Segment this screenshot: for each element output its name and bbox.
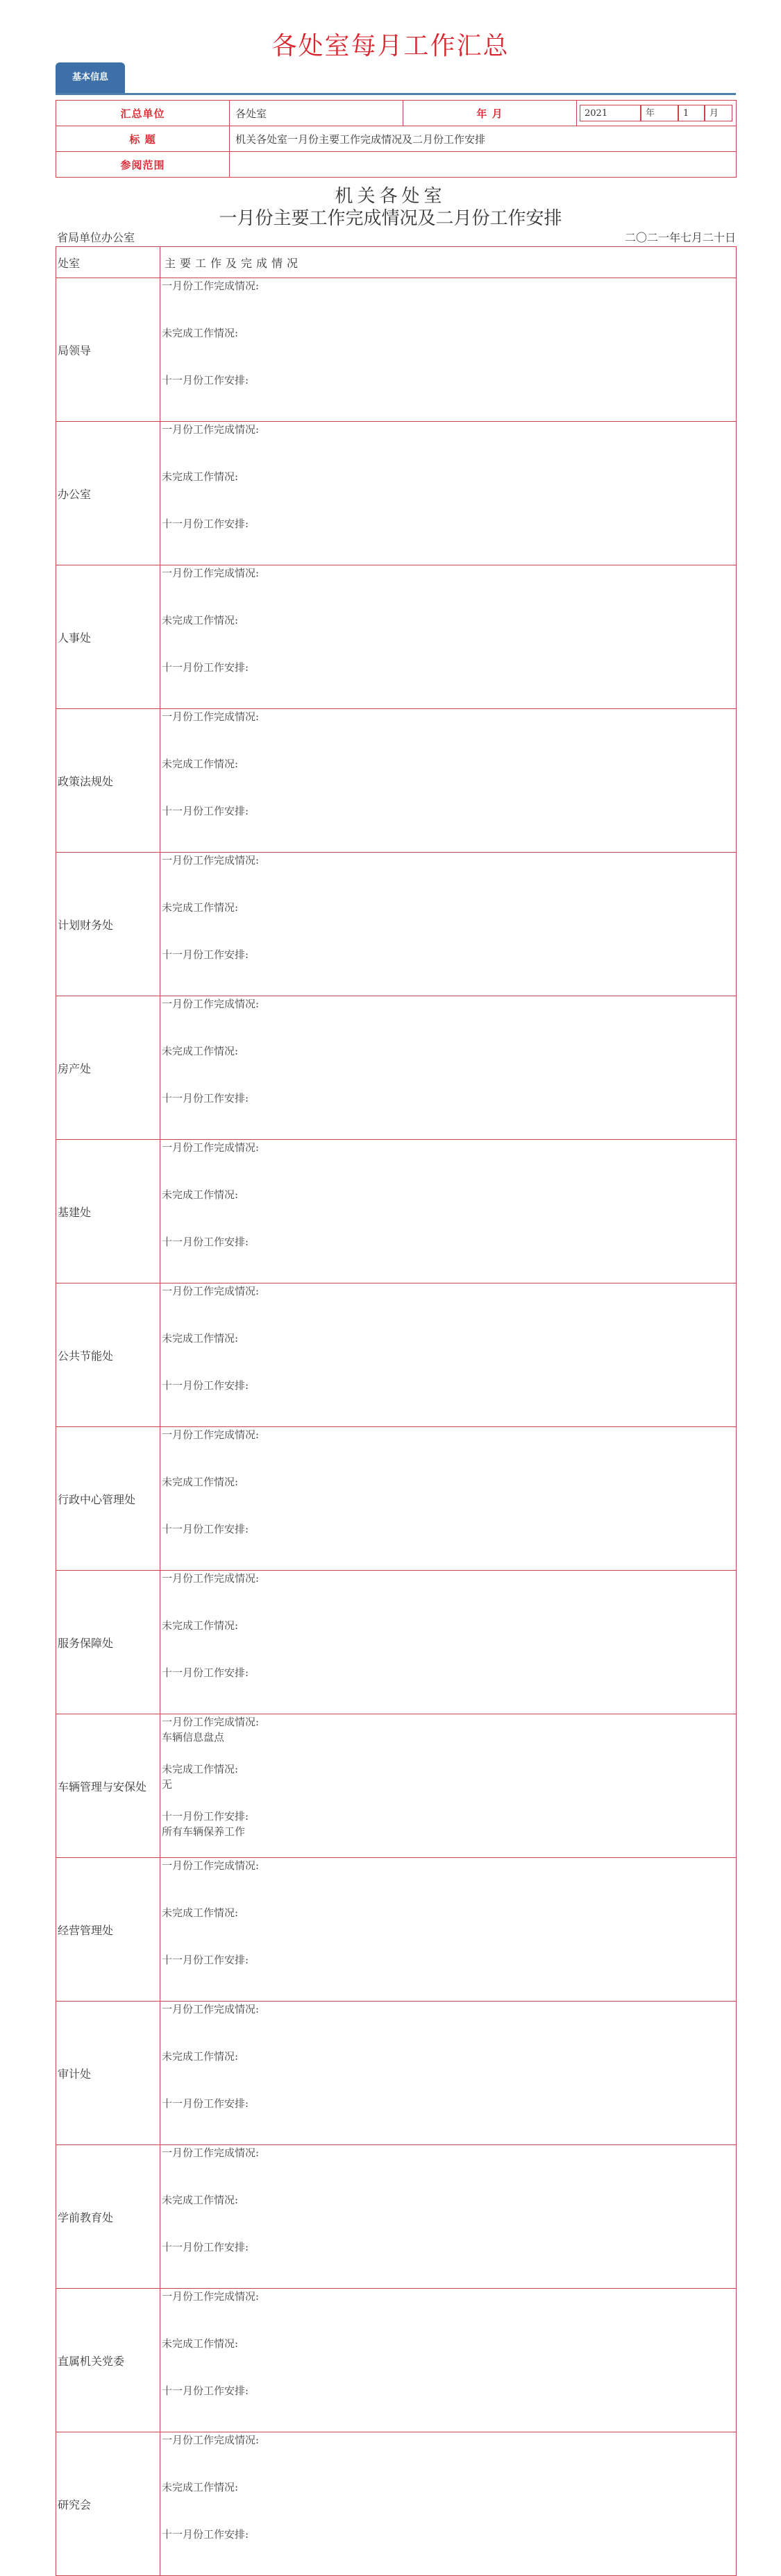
undone-label: 未完成工作情况: bbox=[162, 901, 239, 914]
year-month-label: 年 月 bbox=[403, 101, 577, 126]
done-label: 一月份工作完成情况: bbox=[162, 1141, 260, 1154]
work-cell[interactable] bbox=[160, 565, 737, 709]
dept-name: 行政中心管理处 bbox=[56, 1427, 160, 1571]
undone-label: 未完成工作情况: bbox=[162, 2481, 239, 2493]
scope-value[interactable] bbox=[230, 152, 737, 178]
table-row bbox=[56, 565, 737, 709]
work-cell[interactable] bbox=[160, 1714, 737, 1858]
dept-name: 经营管理处 bbox=[56, 1858, 160, 2002]
dept-name: 直属机关党委 bbox=[56, 2289, 160, 2432]
plan-label: 十一月份工作安排: bbox=[162, 2097, 249, 2110]
work-cell[interactable] bbox=[160, 1140, 737, 1283]
done-label: 一月份工作完成情况: bbox=[162, 280, 260, 292]
done-label: 一月份工作完成情况: bbox=[162, 1859, 260, 1872]
work-cell[interactable] bbox=[160, 996, 737, 1140]
done-label: 一月份工作完成情况: bbox=[162, 998, 260, 1010]
dept-name: 研究会 bbox=[56, 2432, 160, 2576]
work-cell[interactable] bbox=[160, 2145, 737, 2289]
plan-label: 十一月份工作安排: bbox=[162, 1236, 249, 1248]
work-cell[interactable] bbox=[160, 2002, 737, 2145]
table-row bbox=[56, 2002, 737, 2145]
done-label: 一月份工作完成情况: bbox=[162, 1428, 260, 1441]
unit-label: 汇总单位 bbox=[56, 101, 230, 126]
table-row bbox=[56, 2432, 737, 2576]
plan-label: 十一月份工作安排: bbox=[162, 1379, 249, 1392]
undone-value[interactable]: 无 bbox=[162, 1778, 173, 1791]
info-table bbox=[56, 100, 737, 178]
work-cell[interactable] bbox=[160, 2432, 737, 2576]
dept-name: 学前教育处 bbox=[56, 2145, 160, 2289]
undone-label: 未完成工作情况: bbox=[162, 2194, 239, 2206]
undone-label: 未完成工作情况: bbox=[162, 327, 239, 339]
dept-name: 房产处 bbox=[56, 996, 160, 1140]
dept-name: 基建处 bbox=[56, 1140, 160, 1283]
plan-label: 十一月份工作安排: bbox=[162, 1523, 249, 1535]
year-unit: 年 bbox=[641, 105, 678, 121]
col-header-work: 主要工作及完成情况 bbox=[160, 247, 737, 278]
scope-label: 参阅范围 bbox=[56, 152, 230, 178]
dept-name: 办公室 bbox=[56, 422, 160, 565]
work-cell[interactable] bbox=[160, 422, 737, 565]
undone-label: 未完成工作情况: bbox=[162, 758, 239, 770]
year-input[interactable]: 2021 bbox=[580, 105, 641, 121]
work-summary-table bbox=[56, 246, 737, 2576]
table-row bbox=[56, 853, 737, 996]
done-label: 一月份工作完成情况: bbox=[162, 423, 260, 436]
undone-label: 未完成工作情况: bbox=[162, 1476, 239, 1488]
unit-value[interactable]: 各处室 bbox=[230, 101, 403, 126]
month-unit: 月 bbox=[705, 105, 732, 121]
col-header-dept: 处室 bbox=[56, 247, 160, 278]
work-cell[interactable] bbox=[160, 1427, 737, 1571]
table-row bbox=[56, 1858, 737, 2002]
undone-label: 未完成工作情况: bbox=[162, 2337, 239, 2350]
dept-name: 公共节能处 bbox=[56, 1283, 160, 1427]
dept-name: 车辆管理与安保处 bbox=[56, 1714, 160, 1858]
plan-label: 十一月份工作安排: bbox=[162, 1092, 249, 1104]
issuing-dept: 省局单位办公室 bbox=[57, 231, 135, 244]
table-row bbox=[56, 1427, 737, 1571]
done-label: 一月份工作完成情况: bbox=[162, 567, 260, 579]
work-cell[interactable] bbox=[160, 709, 737, 853]
undone-label: 未完成工作情况: bbox=[162, 614, 239, 626]
plan-label: 十一月份工作安排: bbox=[162, 805, 249, 817]
done-label: 一月份工作完成情况: bbox=[162, 2290, 260, 2303]
table-row bbox=[56, 278, 737, 422]
year-month-field bbox=[577, 101, 737, 126]
work-cell[interactable] bbox=[160, 2289, 737, 2432]
plan-label: 十一月份工作安排: bbox=[162, 2528, 249, 2541]
done-label: 一月份工作完成情况: bbox=[162, 1716, 260, 1728]
issue-date: 二〇二一年七月二十日 bbox=[624, 231, 736, 244]
doc-subheading: 一月份主要工作完成情况及二月份工作安排 bbox=[219, 208, 562, 229]
dept-name: 计划财务处 bbox=[56, 853, 160, 996]
table-row bbox=[56, 2289, 737, 2432]
title-value[interactable]: 机关各处室一月份主要工作完成情况及二月份工作安排 bbox=[230, 126, 737, 152]
plan-label: 十一月份工作安排: bbox=[162, 1954, 249, 1966]
dept-name: 服务保障处 bbox=[56, 1571, 160, 1714]
done-label: 一月份工作完成情况: bbox=[162, 2147, 260, 2159]
dept-name: 政策法规处 bbox=[56, 709, 160, 853]
undone-label: 未完成工作情况: bbox=[162, 470, 239, 483]
work-cell[interactable] bbox=[160, 853, 737, 996]
undone-label: 未完成工作情况: bbox=[162, 1045, 239, 1057]
table-row bbox=[56, 709, 737, 853]
plan-label: 十一月份工作安排: bbox=[162, 2385, 249, 2397]
table-row bbox=[56, 2145, 737, 2289]
done-label: 一月份工作完成情况: bbox=[162, 710, 260, 723]
undone-label: 未完成工作情况: bbox=[162, 1907, 239, 1919]
plan-label: 十一月份工作安排: bbox=[162, 374, 249, 386]
plan-label: 十一月份工作安排: bbox=[162, 1810, 249, 1823]
table-row bbox=[56, 996, 737, 1140]
title-label: 标 题 bbox=[56, 126, 230, 152]
plan-value[interactable]: 所有车辆保养工作 bbox=[162, 1825, 246, 1838]
dept-name: 审计处 bbox=[56, 2002, 160, 2145]
work-cell[interactable] bbox=[160, 1571, 737, 1714]
table-row bbox=[56, 1714, 737, 1858]
tab-strip bbox=[56, 62, 736, 95]
undone-label: 未完成工作情况: bbox=[162, 1332, 239, 1345]
undone-label: 未完成工作情况: bbox=[162, 1619, 239, 1632]
plan-label: 十一月份工作安排: bbox=[162, 948, 249, 961]
undone-label: 未完成工作情况: bbox=[162, 2050, 239, 2063]
done-label: 一月份工作完成情况: bbox=[162, 854, 260, 867]
work-cell[interactable] bbox=[160, 1283, 737, 1427]
tab-basic-info[interactable]: 基本信息 bbox=[56, 62, 125, 93]
done-label: 一月份工作完成情况: bbox=[162, 2003, 260, 2015]
work-cell[interactable] bbox=[160, 1858, 737, 2002]
month-input[interactable]: 1 bbox=[678, 105, 705, 121]
plan-label: 十一月份工作安排: bbox=[162, 518, 249, 530]
undone-label: 未完成工作情况: bbox=[162, 1763, 239, 1775]
plan-label: 十一月份工作安排: bbox=[162, 2241, 249, 2253]
table-row bbox=[56, 422, 737, 565]
done-label: 一月份工作完成情况: bbox=[162, 1572, 260, 1585]
plan-label: 十一月份工作安排: bbox=[162, 661, 249, 674]
table-row bbox=[56, 1283, 737, 1427]
done-label: 一月份工作完成情况: bbox=[162, 2434, 260, 2446]
done-value[interactable]: 车辆信息盘点 bbox=[162, 1731, 225, 1743]
work-cell[interactable] bbox=[160, 278, 737, 422]
page-title: 各处室每月工作汇总 bbox=[271, 32, 510, 60]
table-row bbox=[56, 1140, 737, 1283]
done-label: 一月份工作完成情况: bbox=[162, 1285, 260, 1297]
dept-name: 局领导 bbox=[56, 278, 160, 422]
dept-name: 人事处 bbox=[56, 565, 160, 709]
plan-label: 十一月份工作安排: bbox=[162, 1666, 249, 1679]
doc-heading: 机关各处室 bbox=[335, 186, 446, 207]
table-row bbox=[56, 1571, 737, 1714]
undone-label: 未完成工作情况: bbox=[162, 1188, 239, 1201]
